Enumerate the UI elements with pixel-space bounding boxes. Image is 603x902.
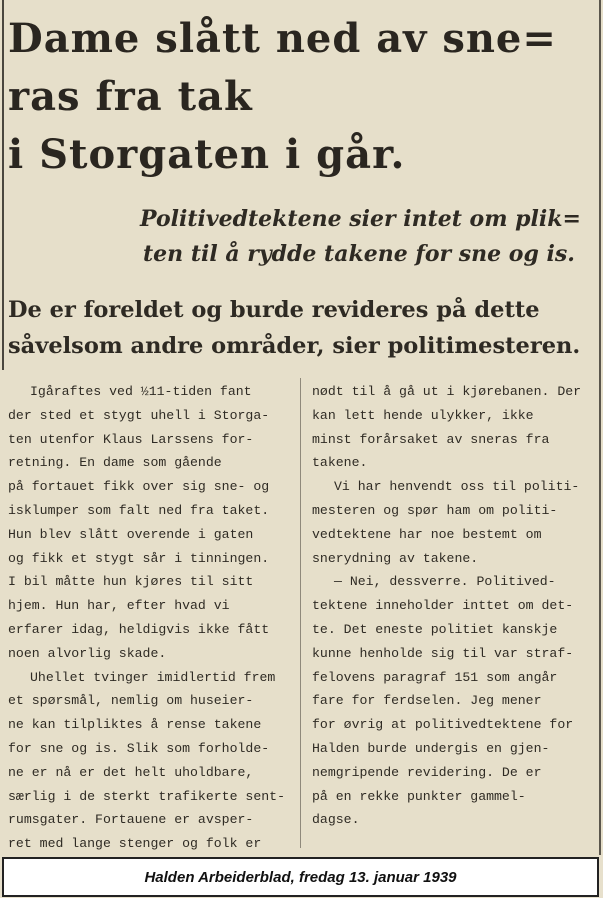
subhead-line-2: ten til å rydde takene for sne og is.: [143, 241, 575, 267]
left-rule: [2, 0, 4, 370]
body-line: I bil måtte hun kjøres til sitt: [8, 574, 254, 590]
right-rule: [599, 0, 601, 855]
source-caption: Halden Arbeiderblad, fredag 13. januar 1939: [2, 857, 599, 897]
column-divider: [300, 378, 301, 848]
body-line: hjem. Hun har, efter hvad vi: [8, 598, 230, 614]
body-line: tektene inneholder inttet om det-: [312, 598, 574, 614]
body-line: Hun blev slått overende i gaten: [8, 526, 254, 542]
body-line: nemgripende revidering. De er: [312, 764, 542, 780]
body-line: — Nei, dessverre. Politived-: [334, 574, 556, 590]
deck-line-1: De er foreldet og burde revideres på dette: [8, 297, 540, 323]
body-line: nødt til å gå ut i kjørebanen. Der: [312, 384, 582, 399]
body-line: for sne og is. Slik som forholde-: [8, 740, 270, 756]
body-line: på fortauet fikk over sig sne- og: [8, 479, 270, 495]
bottom-margin: [0, 898, 603, 902]
body-line: Uhellet tvinger imidlertid frem: [30, 669, 276, 685]
body-line: isklumper som falt ned fra taket.: [8, 502, 270, 518]
deck-line-2: såvelsom andre områder, sier politimesteren.: [8, 333, 581, 359]
headline-line-2: ras fra tak: [8, 73, 253, 120]
body-line: snerydning av takene.: [312, 550, 479, 566]
subhead-line-1: Politivedtektene sier intet om plik=: [140, 206, 581, 232]
body-line: ret med lange stenger og folk er: [8, 836, 262, 852]
body-line: Halden burde undergis en gjen-: [312, 740, 550, 756]
body-line: noen alvorlig skade.: [8, 645, 167, 661]
body-line: takene.: [312, 455, 368, 471]
article-column-left: [8, 380, 292, 856]
body-line: for øvrig at politivedtektene for: [312, 717, 574, 733]
body-line: erfarer idag, heldigvis ikke fått: [8, 621, 270, 637]
subheadline: [140, 202, 590, 272]
body-line: kunne henholde sig til var straf-: [312, 645, 574, 661]
body-line: dagse.: [312, 812, 360, 828]
body-line: retning. En dame som gående: [8, 455, 222, 471]
body-line: minst forårsaket av sneras fra: [312, 431, 550, 447]
body-line: fare for ferdselen. Jeg mener: [312, 693, 542, 709]
body-line: Vi har henvendt oss til politi-: [334, 479, 580, 495]
headline-line-3: i Storgaten i går.: [8, 131, 406, 178]
body-line: der sted et stygt uhell i Storga-: [8, 407, 270, 423]
body-line: særlig i de sterkt trafikerte sent-: [8, 788, 285, 804]
body-line: et spørsmål, nemlig om huseier-: [8, 693, 254, 709]
body-line: Igåraftes ved ½11-tiden fant: [30, 384, 252, 399]
body-line: og fikk et stygt sår i tinningen.: [8, 550, 270, 566]
body-line: ne kan tilpliktes å rense takene: [8, 717, 262, 733]
body-line: ne er nå er det helt uholdbare,: [8, 764, 254, 780]
body-line: rumsgater. Fortauene er avsper-: [8, 812, 254, 828]
body-line: på en rekke punkter gammel-: [312, 788, 526, 804]
deck: [8, 292, 598, 364]
body-line: kan lett hende ulykker, ikke: [312, 407, 534, 423]
body-line: mesteren og spør ham om politi-: [312, 502, 558, 518]
headline: [8, 10, 598, 184]
body-line: vedtektene har noe bestemt om: [312, 526, 542, 542]
body-line: te. Det eneste politiet kanskje: [312, 621, 558, 637]
body-line: felovens paragraf 151 som angår: [312, 669, 558, 685]
body-line: ten utenfor Klaus Larssens for-: [8, 431, 254, 447]
headline-line-1: Dame slått ned av sne=: [8, 15, 557, 62]
article-column-right: [312, 380, 594, 832]
